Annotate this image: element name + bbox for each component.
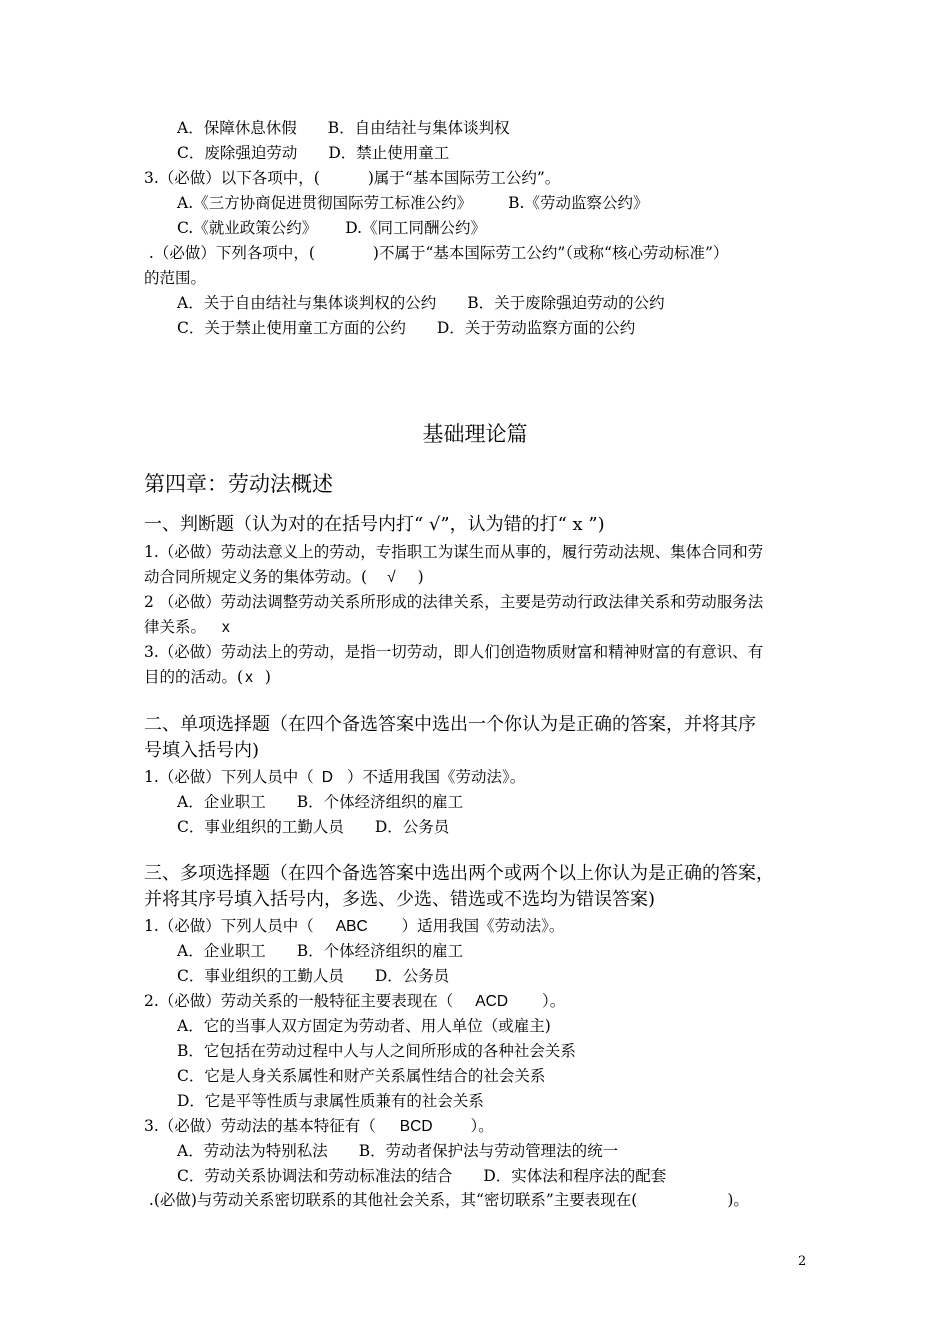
tf-q3-line2: 目的的活动。( x ) (144, 668, 271, 686)
tf-q1-line2: 动合同所规定义务的集体劳动。( √ ) (144, 568, 424, 586)
section2-heading-line2: 号填入括号内) (144, 740, 260, 761)
section2-heading-line1: 二、单项选择题（在四个备选答案中选出一个你认为是正确的答案，并将其序 (144, 714, 756, 735)
section1-heading: 一、判断题（认为对的在括号内打“ √”，认为错的打“ x ”) (144, 514, 605, 535)
sc-q1-options-cd: C．事业组织的工勤人员 D．公务员 (177, 818, 450, 836)
mc-q2-option-b: B．它包括在劳动过程中人与人之间所形成的各种社会关系 (177, 1042, 576, 1060)
section3-heading-line2: 并将其序号填入括号内，多选、少选、错选或不选均为错误答案) (144, 889, 656, 910)
q3-options-cd: C.《就业政策公约》 D.《同工同酬公约》 (177, 219, 487, 237)
chapter-title: 第四章：劳动法概述 (144, 472, 333, 496)
tf-q3-answer: x (245, 669, 253, 686)
q3-options-ab: A.《三方协商促进贯彻国际劳工标准公约》 B.《劳动监察公约》 (177, 194, 649, 212)
mc-q2-option-d: D．它是平等性质与隶属性质兼有的社会关系 (177, 1092, 484, 1110)
sc-q1-options-ab: A．企业职工 B．个体经济组织的雇工 (177, 793, 464, 811)
tf-q3-line1: 3.（必做）劳动法上的劳动，是指一切劳动，即人们创造物质财富和精神财富的有意识、有 (144, 643, 764, 661)
q3-stem: 3.（必做）以下各项中，( )属于“基本国际劳工公约”。 (144, 169, 561, 187)
tf-q2-line2: 律关系。 x (144, 618, 230, 636)
q4-stem-continued: 的范围。 (144, 269, 207, 287)
mc-q2-option-c: C．它是人身关系属性和财产关系属性结合的社会关系 (177, 1067, 546, 1085)
mc-q2-option-a: A．它的当事人双方固定为劳动者、用人单位（或雇主) (177, 1017, 551, 1035)
mc-q1-options-cd: C．事业组织的工勤人员 D．公务员 (177, 967, 450, 985)
q4-options-cd: C．关于禁止使用童工方面的公约 D．关于劳动监察方面的公约 (177, 319, 636, 337)
mc-q2-answer: ACD (475, 993, 509, 1010)
q4-options-ab: A．关于自由结社与集体谈判权的公约 B．关于废除强迫劳动的公约 (177, 294, 665, 312)
mc-q1-options-ab: A．企业职工 B．个体经济组织的雇工 (177, 942, 464, 960)
part-title: 基础理论篇 (422, 422, 528, 446)
mc-q4-stem: .(必做)与劳动关系密切联系的其他社会关系，其“密切联系”主要表现在( )。 (144, 1191, 749, 1209)
tf-q1-line1: 1.（必做）劳动法意义上的劳动，专指职工为谋生而从事的，履行劳动法规、集体合同和劳 (144, 543, 764, 561)
mc-q3-options-ab: A．劳动法为特别私法 B．劳动者保护法与劳动管理法的统一 (177, 1142, 619, 1160)
mc-q2-stem: 2.（必做）劳动关系的一般特征主要表现在（ ACD ）。 (144, 992, 566, 1010)
page-number: 2 (798, 1254, 807, 1269)
q2-options-cd: C．废除强迫劳动 D．禁止使用童工 (177, 144, 450, 162)
tf-q2-line1: 2 （必做）劳动法调整劳动关系所形成的法律关系，主要是劳动行政法律关系和劳动服务法 (144, 593, 764, 611)
section3-heading-line1: 三、多项选择题（在四个备选答案中选出两个或两个以上你认为是正确的答案， (144, 863, 774, 884)
mc-q1-answer: ABC (335, 918, 368, 935)
sc-q1-stem: 1.（必做）下列人员中（ D ）不适用我国《劳动法》。 (144, 768, 526, 786)
sc-q1-answer: D (321, 769, 333, 786)
tf-q2-answer: x (222, 619, 230, 636)
q2-options-ab: A．保障休息休假 B．自由结社与集体谈判权 (177, 119, 510, 137)
mc-q1-stem: 1.（必做）下列人员中（ ABC ）适用我国《劳动法》。 (144, 917, 565, 935)
mc-q3-stem: 3.（必做）劳动法的基本特征有（ BCD ）。 (144, 1117, 494, 1135)
mc-q3-options-cd: C．劳动关系协调法和劳动标准法的结合 D．实体法和程序法的配套 (177, 1167, 667, 1185)
tf-q1-answer: √ (387, 569, 396, 586)
mc-q3-answer: BCD (399, 1118, 433, 1135)
q4-stem: .（必做）下列各项中，( )不属于“基本国际劳工公约”（或称“核心劳动标准”） (144, 244, 729, 262)
